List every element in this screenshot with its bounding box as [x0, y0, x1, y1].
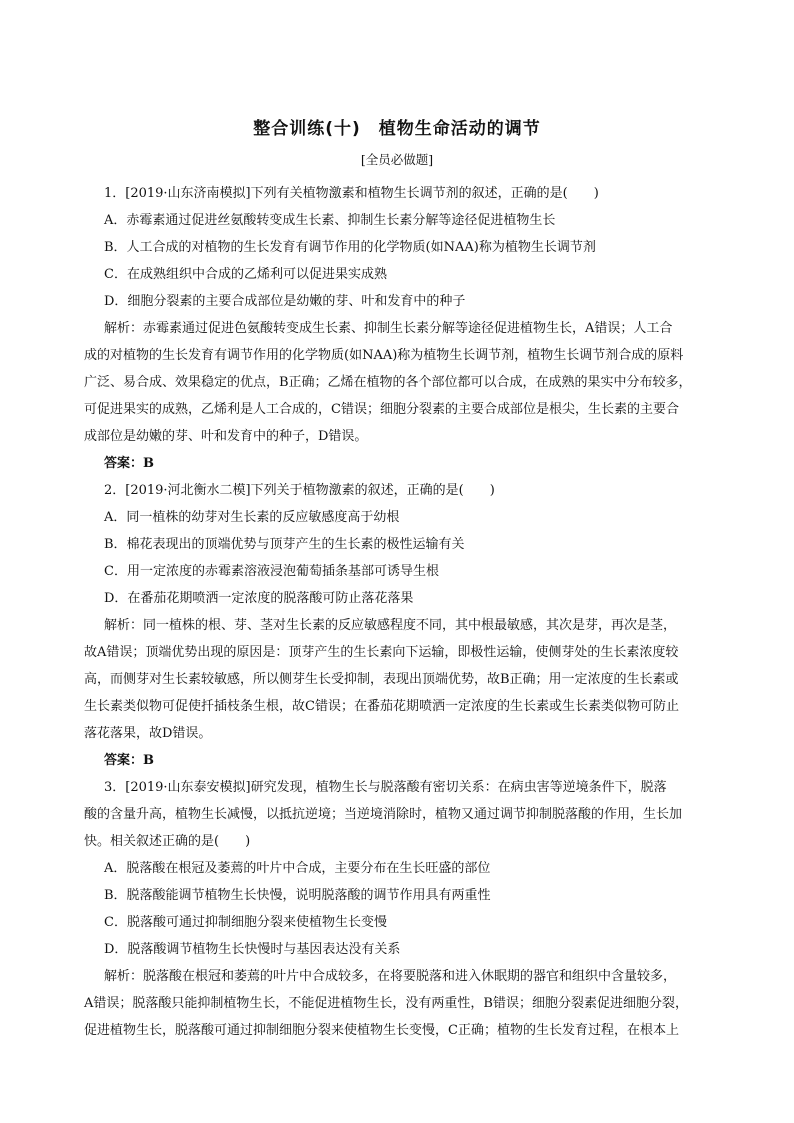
answer-value: B: [143, 753, 155, 768]
option-c: C．在成熟组织中合成的乙烯利可以促进果实成熟: [104, 267, 387, 282]
answer-label: 答案：: [104, 456, 144, 471]
option-b: B．脱落酸能调节植物生长快慢，说明脱落酸的调节作用具有两重性: [104, 888, 491, 903]
option-b: B．棉花表现出的顶端优势与顶芽产生的生长素的极性运输有关: [104, 537, 465, 552]
question-stem-cont: 快。相关叙述正确的是( ): [84, 834, 251, 849]
analysis-line: 故A错误；顶端优势出现的原因是：顶芽产生的生长素向下运输，即极性运输，使侧芽处的生长素浓度较: [84, 645, 679, 660]
option-c: C．脱落酸可通过抑制细胞分裂来使植物生长变慢: [104, 915, 387, 930]
analysis-line: A错误；脱落酸只能抑制植物生长，不能促进植物生长，没有两重性，B错误；细胞分裂素促进细胞分裂，: [84, 996, 688, 1011]
analysis-line: 解析：赤霉素通过促进色氨酸转变成生长素、抑制生长素分解等途径促进植物生长，A错误；人工合: [104, 321, 673, 336]
analysis-line: 生长素类似物可促使扦插枝条生根，故C错误；在番茄花期喷洒一定浓度的生长素或生长素类似物可防止: [84, 699, 679, 714]
option-b: B．人工合成的对植物的生长发育有调节作用的化学物质(如NAA)称为植物生长调节剂: [104, 240, 596, 255]
option-d: D．在番茄花期喷洒一定浓度的脱落酸可防止落花落果: [104, 591, 414, 606]
question-stem: 1．[2019·山东济南模拟]下列有关植物激素和植物生长调节剂的叙述，正确的是( ): [104, 186, 599, 201]
option-d: D．脱落酸调节植物生长快慢时与基因表达没有关系: [104, 942, 401, 957]
analysis-line: 解析：同一植株的根、芽、茎对生长素的反应敏感程度不同，其中根最敏感，其次是芽，再次是茎，: [104, 618, 677, 633]
page-title: 整合训练(十) 植物生命活动的调节: [253, 119, 541, 139]
option-d: D．细胞分裂素的主要合成部位是幼嫩的芽、叶和发育中的种子: [104, 294, 466, 309]
section-label: [全员必做题]: [360, 152, 434, 167]
analysis-line: 解析：脱落酸在根冠和萎蔫的叶片中合成较多，在将要脱落和进入休眠期的器官和组织中含量较多，: [104, 969, 677, 984]
analysis-line: 成的对植物的生长发育有调节作用的化学物质(如NAA)称为植物生长调节剂，植物生长调节剂合成的原料: [84, 348, 684, 363]
answer-value: B: [143, 456, 155, 471]
analysis-line: 高，而侧芽对生长素较敏感，所以侧芽生长受抑制，表现出顶端优势，故B正确；用一定浓度的生长素或: [84, 672, 679, 687]
question-1: [84, 180, 718, 477]
answer: [84, 747, 718, 774]
analysis-line: 广泛、易合成、效果稳定的优点，B正确；乙烯在植物的各个部位都可以合成，在成熟的果实中分布较多，: [84, 375, 692, 390]
analysis-line: 成部位是幼嫩的芽、叶和发育中的种子，D错误。: [84, 429, 368, 444]
option-a: A．脱落酸在根冠及萎蔫的叶片中合成，主要分布在生长旺盛的部位: [104, 861, 491, 876]
analysis-line: 可促进果实的成熟，乙烯利是人工合成的，C错误；细胞分裂素的主要合成部位是根尖，生长素的主要合: [84, 402, 679, 417]
option-a: A．赤霉素通过促进丝氨酸转变成生长素、抑制生长素分解等途径促进植物生长: [104, 213, 556, 228]
question-2: [84, 477, 718, 774]
answer: [84, 450, 718, 477]
question-list: [84, 180, 718, 1044]
option-c: C．用一定浓度的赤霉素溶液浸泡葡萄插条基部可诱导生根: [104, 564, 439, 579]
analysis-line: 落花落果，故D错误。: [84, 726, 212, 741]
option-a: A．同一植株的幼芽对生长素的反应敏感度高于幼根: [104, 510, 400, 525]
question-stem: 2．[2019·河北衡水二模]下列关于植物激素的叙述，正确的是( ): [104, 483, 495, 498]
analysis-line: 促进植物生长，脱落酸可通过抑制细胞分裂来使植物生长变慢，C正确；植物的生长发育过程，在根本上: [84, 1023, 679, 1038]
answer-label: 答案：: [104, 753, 144, 768]
question-3: [84, 774, 718, 1044]
question-stem-cont: 酸的含量升高，植物生长减慢，以抵抗逆境；当逆境消除时，植物又通过调节抑制脱落酸的作用，生长加: [84, 807, 683, 822]
question-stem: 3．[2019·山东泰安模拟]研究发现，植物生长与脱落酸有密切关系：在病虫害等逆境条件下，脱落: [104, 780, 667, 795]
